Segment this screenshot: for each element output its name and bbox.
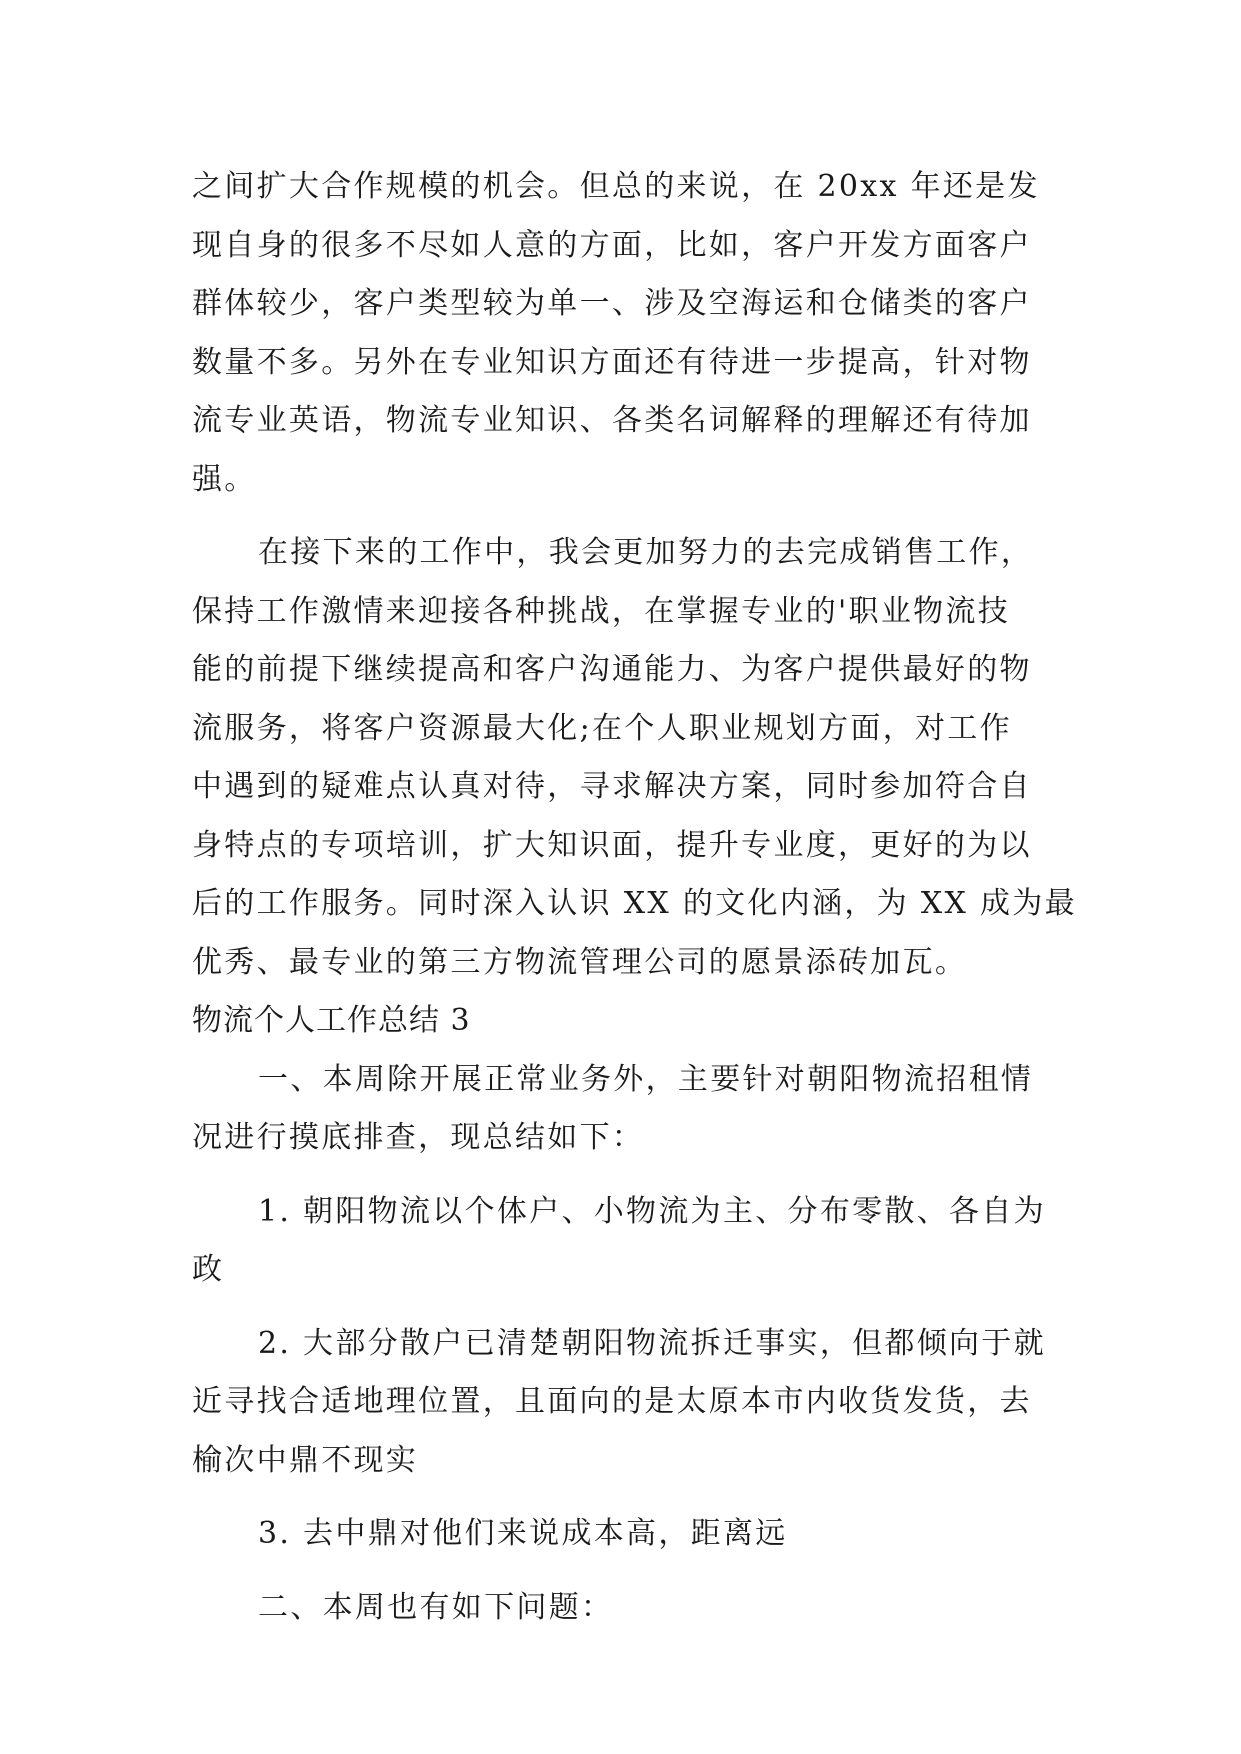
section-heading: [192, 992, 1054, 1051]
document-page: [192, 158, 1077, 1637]
text-line: 中遇到的疑难点认真对待，寻求解决方案，同时参加符合自: [192, 769, 1032, 804]
text-line: 一、本周除开展正常业务外，主要针对朝阳物流招租情: [258, 1061, 1034, 1097]
text-line: 现自身的很多不尽如人意的方面，比如，客户开发方面客户: [192, 227, 1032, 263]
text-line: 政: [192, 1252, 225, 1287]
list-item-3: [192, 1505, 1054, 1564]
text-line: 群体较少，客户类型较为单一、涉及空海运和仓储类的客户: [192, 286, 1032, 321]
text-line: 能的前提下继续提高和客户沟通能力、为客户提供最好的物: [192, 652, 1032, 687]
paragraph-4: [192, 1579, 1054, 1638]
text-line: 榆次中鼎不现实: [192, 1442, 419, 1478]
list-item-1: [192, 1183, 1054, 1300]
text-line: 2. 大部分散户已清楚朝阳物流拆迁事实，但都倾向于就: [258, 1325, 1046, 1361]
heading-line: 物流个人工作总结 3: [192, 1003, 471, 1038]
text-line: 流专业英语，物流专业知识、各类名词解释的理解还有待加: [192, 403, 1032, 438]
text-line: 保持工作激情来迎接各种挑战，在掌握专业的'职业物流技: [192, 593, 1011, 629]
paragraph-2: [192, 524, 1077, 992]
text-line: 之间扩大合作规模的机会。但总的来说，在 20xx 年还是发: [192, 169, 1040, 204]
text-line: 流服务，将客户资源最大化;在个人职业规划方面，对工作: [192, 710, 1012, 746]
text-line: 后的工作服务。同时深入认识 XX 的文化内涵，为 XX 成为最: [192, 886, 1077, 921]
list-item-2: [192, 1315, 1054, 1491]
text-line: 1. 朝阳物流以个体户、小物流为主、分布零散、各自为: [258, 1193, 1046, 1229]
text-line: 3. 去中鼎对他们来说成本高，距离远: [258, 1516, 788, 1551]
text-line: 在接下来的工作中，我会更加努力的去完成销售工作，: [258, 535, 1034, 570]
text-line: 况进行摸底排查，现总结如下：: [192, 1120, 645, 1155]
text-line: 强。: [192, 461, 257, 497]
text-line: 身特点的专项培训，扩大知识面，提升专业度，更好的为以: [192, 827, 1032, 863]
paragraph-3: [192, 1051, 1054, 1168]
text-line: 近寻找合适地理位置，且面向的是太原本市内收货发货，去: [192, 1384, 1032, 1419]
paragraph-1: [192, 158, 1054, 509]
text-line: 优秀、最专业的第三方物流管理公司的愿景添砖加瓦。: [192, 944, 968, 980]
text-line: 数量不多。另外在专业知识方面还有待进一步提高，针对物: [192, 344, 1032, 380]
text-line: 二、本周也有如下问题：: [258, 1589, 614, 1625]
